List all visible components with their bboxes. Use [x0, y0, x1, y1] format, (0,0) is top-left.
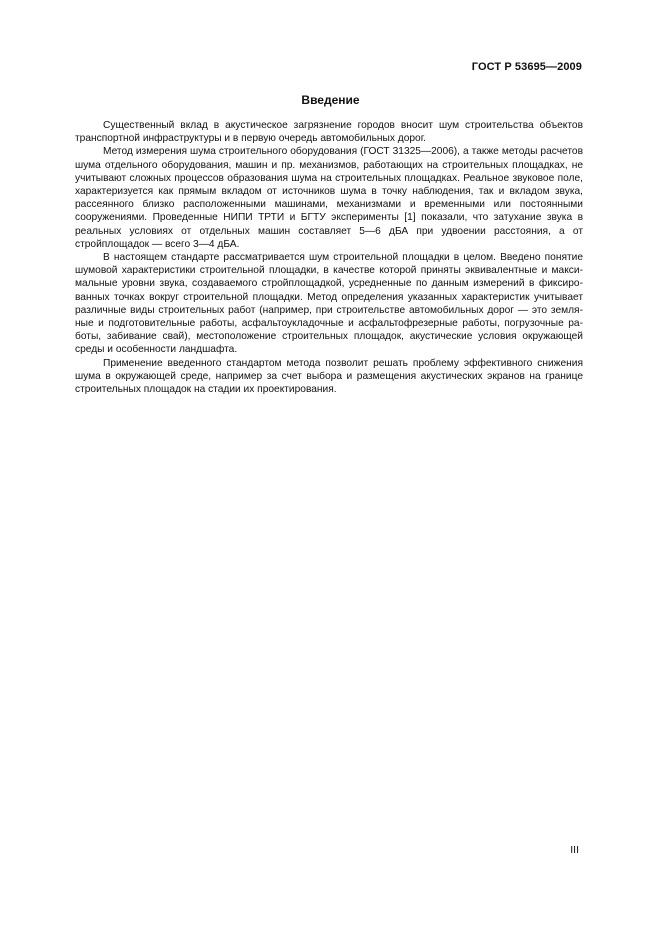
page-number: III — [570, 844, 579, 856]
paragraph: Существенный вклад в акустическое загрязнение городов вносит шум строительства объектов транспортной инфраструктуры и в первую очередь автомобильных дорог. — [75, 120, 583, 145]
paragraph: Применение введенного стандартом метода позволит решать проблему эффективного снижения шума в окружающей среде, например за счет выбора и размещения акустических экранов на границе строительных площадок на стадии их проектирования. — [75, 357, 583, 396]
paragraph: Метод измерения шума строительного оборудования (ГОСТ 31325—2006), а также методы расчетов шума отдельного оборудования, машин и пр. механизмов, работающих на строительных площадках, не учитывают сложных процессов образования шума на строительных площадках. Реальное звуковое поле, характеризуется как прямым вкладом от источников шума в точку наблюдения, так и вкладом звука, рассеянного близко расположенными машинами, механизмами и временными или постоянными сооружениями. Проведенные НИПИ ТРТИ и БГТУ эксперименты [1] показали, что затухание звука в реальных условиях от отдельных машин составляет 5—6 дБА при удвоении расстояния, а от стройплощадок — всего 3—4 дБА. — [75, 146, 583, 250]
section-title: Введение — [301, 93, 360, 107]
body-text — [75, 119, 583, 396]
document-code: ГОСТ Р 53695—2009 — [471, 61, 582, 73]
paragraph: В настоящем стандарте рассматривается шум строительной площадки в целом. Введено понятие шумовой характеристики строительной площадки, в качестве которой приняты эквивалентные и максимальные уровни звука, создаваемого стройплощадкой, усредненные по данным измерений в фиксированных точках вокруг строительной площадки. Метод определения указанных характеристик учитывает различные виды строительных работ (например, при строительстве автомобильных дорог — это земляные и подготовительные работы, асфальтоукладочные и асфальтофрезерные работы, погрузочные работы, забивание свай), местоположение строительных площадок, акустические условия окружающей среды и особенности ландшафта. — [75, 252, 583, 356]
